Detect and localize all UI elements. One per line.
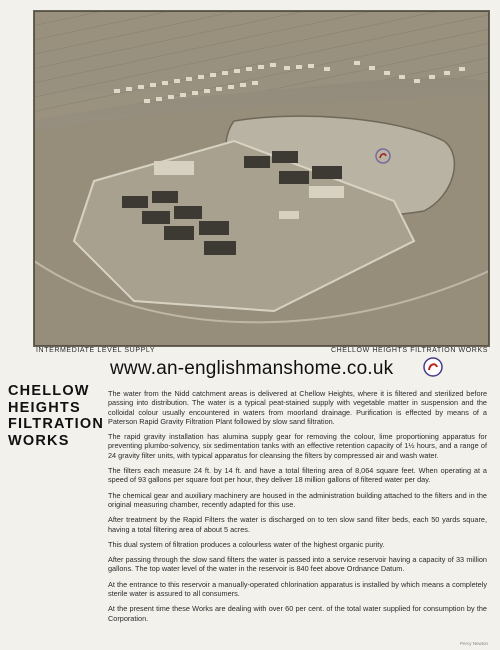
logo-icon-small <box>374 147 392 165</box>
signature: Percy Newton <box>459 641 488 646</box>
article-body <box>108 389 487 629</box>
paragraph: The water from the Nidd catchment areas is delivered at Chellow Heights, where it is filtered and sterilized before passing into distribution. The water is a typical peat-stained supply with vegetable matter in suspension and the colloidal colour usually encountered in waters from moorland drainage. Purification is effected by means of a Paterson Rapid Gravity Filtration Plant followed by slow sand filtration. <box>108 389 487 426</box>
paragraph: At the present time these Works are dealing with over 60 per cent. of the total water supplied for consumption by the Corporation. <box>108 604 487 623</box>
caption-left: INTERMEDIATE LEVEL SUPPLY <box>36 347 156 354</box>
page-title <box>8 383 108 449</box>
title-line-2: HEIGHTS <box>8 399 81 416</box>
title-line-1: CHELLOW <box>8 383 90 399</box>
logo-icon <box>422 356 444 378</box>
aerial-photo-drawing <box>34 11 489 346</box>
watermark-text: www.an-englishmanshome.co.uk <box>110 358 394 379</box>
paragraph: This dual system of filtration produces a colourless water of the highest organic purity. <box>108 539 385 549</box>
paragraph: At the entrance to this reservoir a manually-operated chlorination apparatus is installed by which means a completely sterile water is assured to all consumers. <box>108 579 487 599</box>
aerial-photo <box>33 10 490 347</box>
paragraph: The filters each measure 24 ft. by 14 ft. and have a total filtering area of 8,064 square feet. When operating at a speed of 93 gallons per square foot per hour, they deliver 18 million gallons of filtered water per day. <box>108 466 487 485</box>
paragraph: After treatment by the Rapid Filters the water is discharged on to ten slow sand filter beds, each 50 yards square, having a total filtering area of about 5 acres. <box>108 515 487 534</box>
watermark <box>110 358 490 382</box>
paragraph: After passing through the slow sand filters the water is passed into a service reservoir having a capacity of 33 million gallons. The top water level of the water in the reservoir is 840 feet above Ordnance Datum. <box>108 555 487 574</box>
caption-right: CHELLOW HEIGHTS FILTRATION WORKS <box>330 347 488 354</box>
title-line-3: FILTRATION <box>8 416 105 432</box>
title-line-4: WORKS <box>8 432 70 449</box>
paragraph: The rapid gravity installation has alumina supply gear for removing the colour, lime proportioning apparatus for preventing plumbo-solvency, six sedimentation tanks with an effective retention capacity of 1½ hours, and a range of 24 gravity filter units, with typical apparatus for cleansing the filters by compressed air and wash water. <box>108 432 487 460</box>
paragraph: The chemical gear and auxiliary machinery are housed in the administration building attached to the filters and in the original measuring chamber, recently adapted for this use. <box>108 490 487 509</box>
